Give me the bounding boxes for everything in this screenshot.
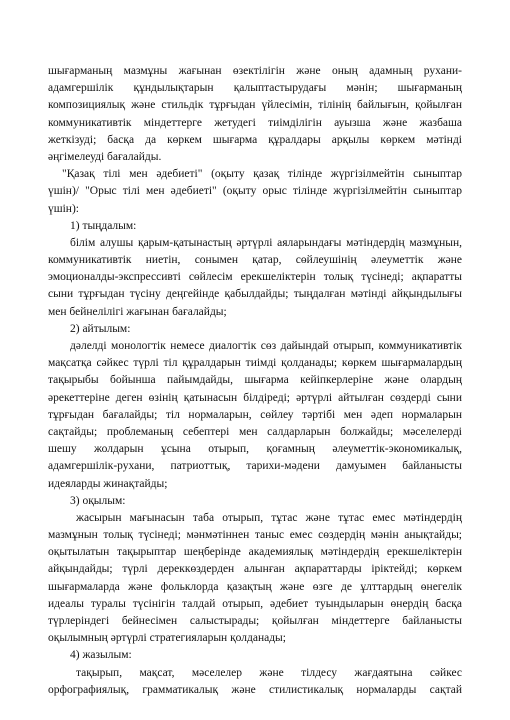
text-line: идеалы туралы түсінігін талдай отырып, әдебиет туындыларын өнердің басқа — [48, 597, 462, 610]
text-line: әрекеттеріне деген өзінің қатынасын білдіреді; әртүрлі айтылған сөздерді сыни — [48, 391, 462, 404]
text-line: оқылымның әртүрлі стратегияларын қолданады; — [48, 632, 286, 645]
text-line: адамгершілік құндылықтарын қалыптастырудағы мәнін; шығарманың — [48, 82, 462, 95]
text-line: тұрғыдан бағалайды; тіл нормаларын, сөйлеу тәртібі мен әдеп нормаларын — [48, 408, 462, 421]
text-line: "Қазақ тілі мен әдебиеті" (оқыту қазақ тілінде жүргізілмейтін сыныптар — [62, 168, 462, 181]
text-line: 1) тыңдалым: — [70, 219, 137, 232]
text-line: орфографиялық, грамматикалық және стилистикалық нормаларды сақтай — [48, 683, 462, 696]
text-line: үшін): — [48, 202, 79, 215]
text-line: тақырып, мақсат, мәселелер және тілдесу жағдаятына сәйкес — [76, 666, 462, 679]
text-line: шығарманың мазмұны жағынан өзектілігін және оның адамның рухани- — [48, 65, 462, 77]
text-line: мен бейнелілігі жағынан бағалайды; — [48, 305, 227, 318]
text-line: мазмұнын толық түсінеді; мәнмәтіннен таныс емес сөздердің мәнін анықтайды; — [48, 529, 462, 542]
text-line: шығармаларда және фольклорда қазақтың және өзге де ұлттардың өнегелік — [48, 580, 462, 593]
text-line: білім алушы қарым-қатынастың әртүрлі аяларындағы мәтіндердің мазмұнын, — [70, 236, 462, 249]
text-line: сақтайды; проблеманың себептері мен салдарларын болжайды; мәселелерді — [48, 425, 462, 438]
text-line: тақырыбы бойынша пайымдайды, шығарма кейіпкерлеріне және олардың — [48, 374, 462, 387]
text-line: жасырын мағынасын таба отырып, тұтас және тұтас емес мәтіндердің — [76, 511, 462, 524]
text-line: оқытылатын тақырыптар шеңберінде академиялық мәтіндердің ерекшеліктерін — [48, 546, 462, 559]
text-line: идеяларды жинақтайды; — [48, 477, 168, 490]
text-line: дәлелді монологтік немесе диалогтік сөз дайындай отырып, коммуникативтік — [70, 340, 462, 352]
text-line: эмоционалды-экспрессивті сөйлесім ерекшеліктерін толық түсінеді; ақпаратты — [48, 271, 462, 284]
text-line: композициялық және стильдік тұрғыдан үйлесімін, тілінің байлығын, қойылған — [48, 99, 462, 112]
text-line: мақсатқа сәйкес түрлі тіл құралдарын тиімді қолданады; көркем шығармалардың — [48, 357, 462, 370]
text-line: коммуникативтік міндеттерге жетудегі тиімділігін ауызша және жазбаша — [48, 116, 462, 129]
text-line: сыни тұрғыдан түсіну деңгейінде қабылдайды; тыңдалған мәтінді айқындылығы — [48, 288, 462, 301]
text-line: 2) айтылым: — [70, 322, 131, 335]
text-line: үшін)/ "Орыс тілі мен әдебиеті" (оқыту орыс тілінде жүргізілмейтін сыныптар — [48, 185, 462, 198]
text-line: жеткізуді; басқа да көркем шығарма құралдары арқылы көркем мәтінді — [48, 133, 462, 146]
text-line: коммуникативтік ниетін, сонымен қатар, сөйлеушінің әлеуметтік және — [48, 254, 462, 267]
text-line: 4) жазылым: — [70, 649, 132, 662]
text-line: шешу жолдарын ұсына отырып, қоғамның әлеуметтік-экономикалық, — [48, 443, 462, 456]
text-line: 3) оқылым: — [70, 494, 126, 507]
text-line: әңгімелеуді бағалайды. — [48, 150, 162, 163]
text-line: адамгершілік-рухани, патриоттық, тарихи-мәдени дамуымен байланысты — [48, 460, 462, 473]
text-line: айқындайды; түрлі дереккөздерден алынған ақпараттарды іріктейді; көркем — [48, 563, 462, 576]
text-line: түрлеріндегі бейнесімен салыстырады; қойылған міндеттерге байланысты — [48, 615, 462, 627]
